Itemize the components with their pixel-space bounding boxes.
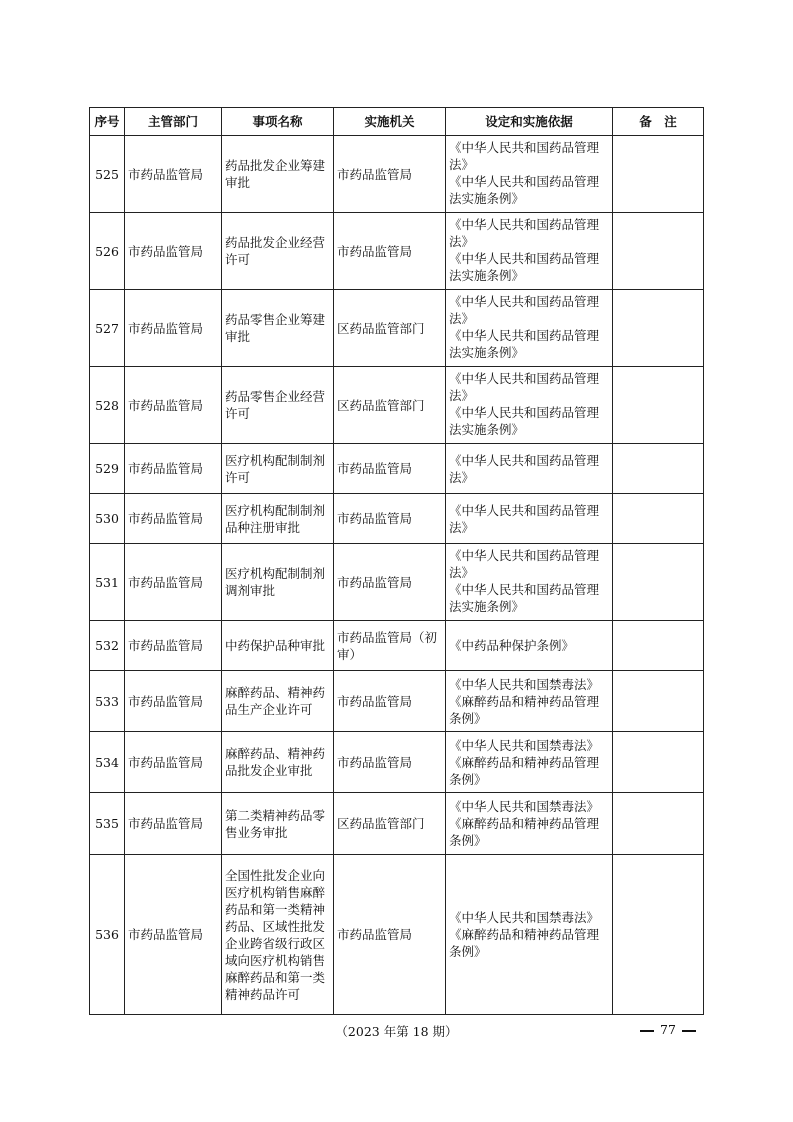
cell-item: 医疗机构配制制剂许可	[222, 444, 334, 494]
basis-line: 《中华人民共和国药品管理法》	[449, 294, 600, 326]
basis-line: 《麻醉药品和精神药品管理条例》	[449, 754, 600, 787]
table-row	[90, 621, 704, 671]
cell-agency: 区药品监管部门	[334, 367, 446, 444]
cell-no: 530	[90, 494, 125, 544]
cell-remark	[613, 621, 704, 671]
header-basis: 设定和实施依据	[446, 108, 613, 136]
basis-line: 《麻醉药品和精神药品管理条例》	[449, 816, 600, 848]
cell-agency: 市药品监管局	[334, 671, 446, 732]
cell-no: 534	[90, 732, 125, 793]
cell-dept: 市药品监管局	[125, 732, 222, 793]
approval-items-table	[89, 107, 704, 1015]
table-row	[90, 444, 704, 494]
cell-agency: 市药品监管局	[334, 732, 446, 793]
cell-agency: 区药品监管部门	[334, 290, 446, 367]
table-row	[90, 671, 704, 732]
cell-remark	[613, 544, 704, 621]
table-body	[90, 136, 704, 1015]
basis-line: 《中华人民共和国药品管理法实施条例》	[449, 328, 600, 360]
cell-remark	[613, 136, 704, 213]
cell-remark	[613, 213, 704, 290]
cell-no: 528	[90, 367, 125, 444]
cell-item: 药品零售企业筹建审批	[222, 290, 334, 367]
table-row	[90, 367, 704, 444]
table-row	[90, 544, 704, 621]
cell-dept: 市药品监管局	[125, 213, 222, 290]
cell-basis	[446, 544, 613, 621]
header-no: 序号	[90, 108, 125, 136]
cell-basis	[446, 494, 613, 544]
basis-line: 《中华人民共和国药品管理法实施条例》	[449, 251, 600, 283]
cell-item: 医疗机构配制制剂调剂审批	[222, 544, 334, 621]
cell-agency: 市药品监管局	[334, 855, 446, 1015]
cell-agency: 市药品监管局	[334, 136, 446, 213]
table-header	[90, 108, 704, 136]
cell-item: 药品零售企业经营许可	[222, 367, 334, 444]
table-row	[90, 793, 704, 855]
cell-remark	[613, 290, 704, 367]
cell-no: 532	[90, 621, 125, 671]
cell-basis	[446, 793, 613, 855]
cell-item: 医疗机构配制制剂品种注册审批	[222, 494, 334, 544]
cell-item: 第二类精神药品零售业务审批	[222, 793, 334, 855]
basis-line: 《中华人民共和国药品管理法实施条例》	[449, 174, 600, 206]
header-agency: 实施机关	[334, 108, 446, 136]
cell-dept: 市药品监管局	[125, 367, 222, 444]
cell-basis	[446, 136, 613, 213]
cell-remark	[613, 732, 704, 793]
basis-line: 《中华人民共和国药品管理法》	[449, 217, 600, 249]
table-row	[90, 290, 704, 367]
basis-line: 《中华人民共和国禁毒法》	[449, 910, 600, 925]
dash-right	[682, 1030, 696, 1032]
basis-line: 《中华人民共和国禁毒法》	[449, 737, 600, 753]
basis-line: 《中华人民共和国禁毒法》	[449, 676, 600, 692]
basis-line: 《中华人民共和国药品管理法》	[449, 140, 600, 172]
header-remark: 备 注	[613, 108, 704, 136]
cell-dept: 市药品监管局	[125, 855, 222, 1015]
table-row	[90, 494, 704, 544]
cell-item: 药品批发企业筹建审批	[222, 136, 334, 213]
basis-line: 《中华人民共和国药品管理法》	[449, 371, 600, 403]
cell-dept: 市药品监管局	[125, 544, 222, 621]
cell-no: 535	[90, 793, 125, 855]
table-row	[90, 213, 704, 290]
cell-item: 麻醉药品、精神药品批发企业审批	[222, 732, 334, 793]
cell-basis	[446, 290, 613, 367]
cell-dept: 市药品监管局	[125, 444, 222, 494]
issue-label: （2023 年第 18 期）	[335, 1024, 458, 1039]
cell-agency: 市药品监管局（初审）	[334, 621, 446, 671]
page-number-text: 77	[660, 1022, 676, 1037]
dash-left	[640, 1030, 654, 1032]
table-row	[90, 136, 704, 213]
cell-dept: 市药品监管局	[125, 793, 222, 855]
basis-line: 《中华人民共和国禁毒法》	[449, 799, 600, 814]
cell-remark	[613, 793, 704, 855]
cell-agency: 市药品监管局	[334, 544, 446, 621]
basis-line: 《中华人民共和国药品管理法》	[449, 502, 600, 535]
table-row	[90, 732, 704, 793]
cell-remark	[613, 855, 704, 1015]
page-number	[634, 1022, 702, 1037]
cell-no: 531	[90, 544, 125, 621]
basis-line: 《中华人民共和国药品管理法实施条例》	[449, 405, 600, 437]
cell-basis	[446, 671, 613, 732]
cell-agency: 市药品监管局	[334, 444, 446, 494]
cell-basis	[446, 732, 613, 793]
cell-agency: 市药品监管局	[334, 494, 446, 544]
basis-line: 《中华人民共和国药品管理法实施条例》	[449, 582, 600, 614]
basis-line: 《中华人民共和国药品管理法》	[449, 452, 600, 485]
cell-no: 536	[90, 855, 125, 1015]
basis-line: 《中华人民共和国药品管理法》	[449, 548, 600, 580]
cell-basis	[446, 367, 613, 444]
cell-remark	[613, 444, 704, 494]
cell-item: 全国性批发企业向医疗机构销售麻醉药品和第一类精神药品、区域性批发企业跨省级行政区域向医疗机构销售麻醉药品和第一类精神药品许可	[222, 855, 334, 1015]
header-item: 事项名称	[222, 108, 334, 136]
cell-remark	[613, 367, 704, 444]
basis-line: 《麻醉药品和精神药品管理条例》	[449, 693, 600, 726]
header-dept: 主管部门	[125, 108, 222, 136]
cell-no: 529	[90, 444, 125, 494]
table-row	[90, 855, 704, 1015]
cell-dept: 市药品监管局	[125, 671, 222, 732]
cell-remark	[613, 671, 704, 732]
basis-line: 《中药品种保护条例》	[449, 638, 575, 653]
basis-line: 《麻醉药品和精神药品管理条例》	[449, 927, 600, 959]
cell-basis	[446, 855, 613, 1015]
cell-no: 527	[90, 290, 125, 367]
cell-dept: 市药品监管局	[125, 621, 222, 671]
cell-no: 533	[90, 671, 125, 732]
cell-no: 525	[90, 136, 125, 213]
cell-agency: 市药品监管局	[334, 213, 446, 290]
cell-no: 526	[90, 213, 125, 290]
cell-basis	[446, 213, 613, 290]
cell-basis	[446, 444, 613, 494]
cell-item: 药品批发企业经营许可	[222, 213, 334, 290]
cell-agency: 区药品监管部门	[334, 793, 446, 855]
cell-dept: 市药品监管局	[125, 136, 222, 213]
cell-dept: 市药品监管局	[125, 494, 222, 544]
cell-basis	[446, 621, 613, 671]
cell-item: 麻醉药品、精神药品生产企业许可	[222, 671, 334, 732]
cell-remark	[613, 494, 704, 544]
cell-dept: 市药品监管局	[125, 290, 222, 367]
cell-item: 中药保护品种审批	[222, 621, 334, 671]
